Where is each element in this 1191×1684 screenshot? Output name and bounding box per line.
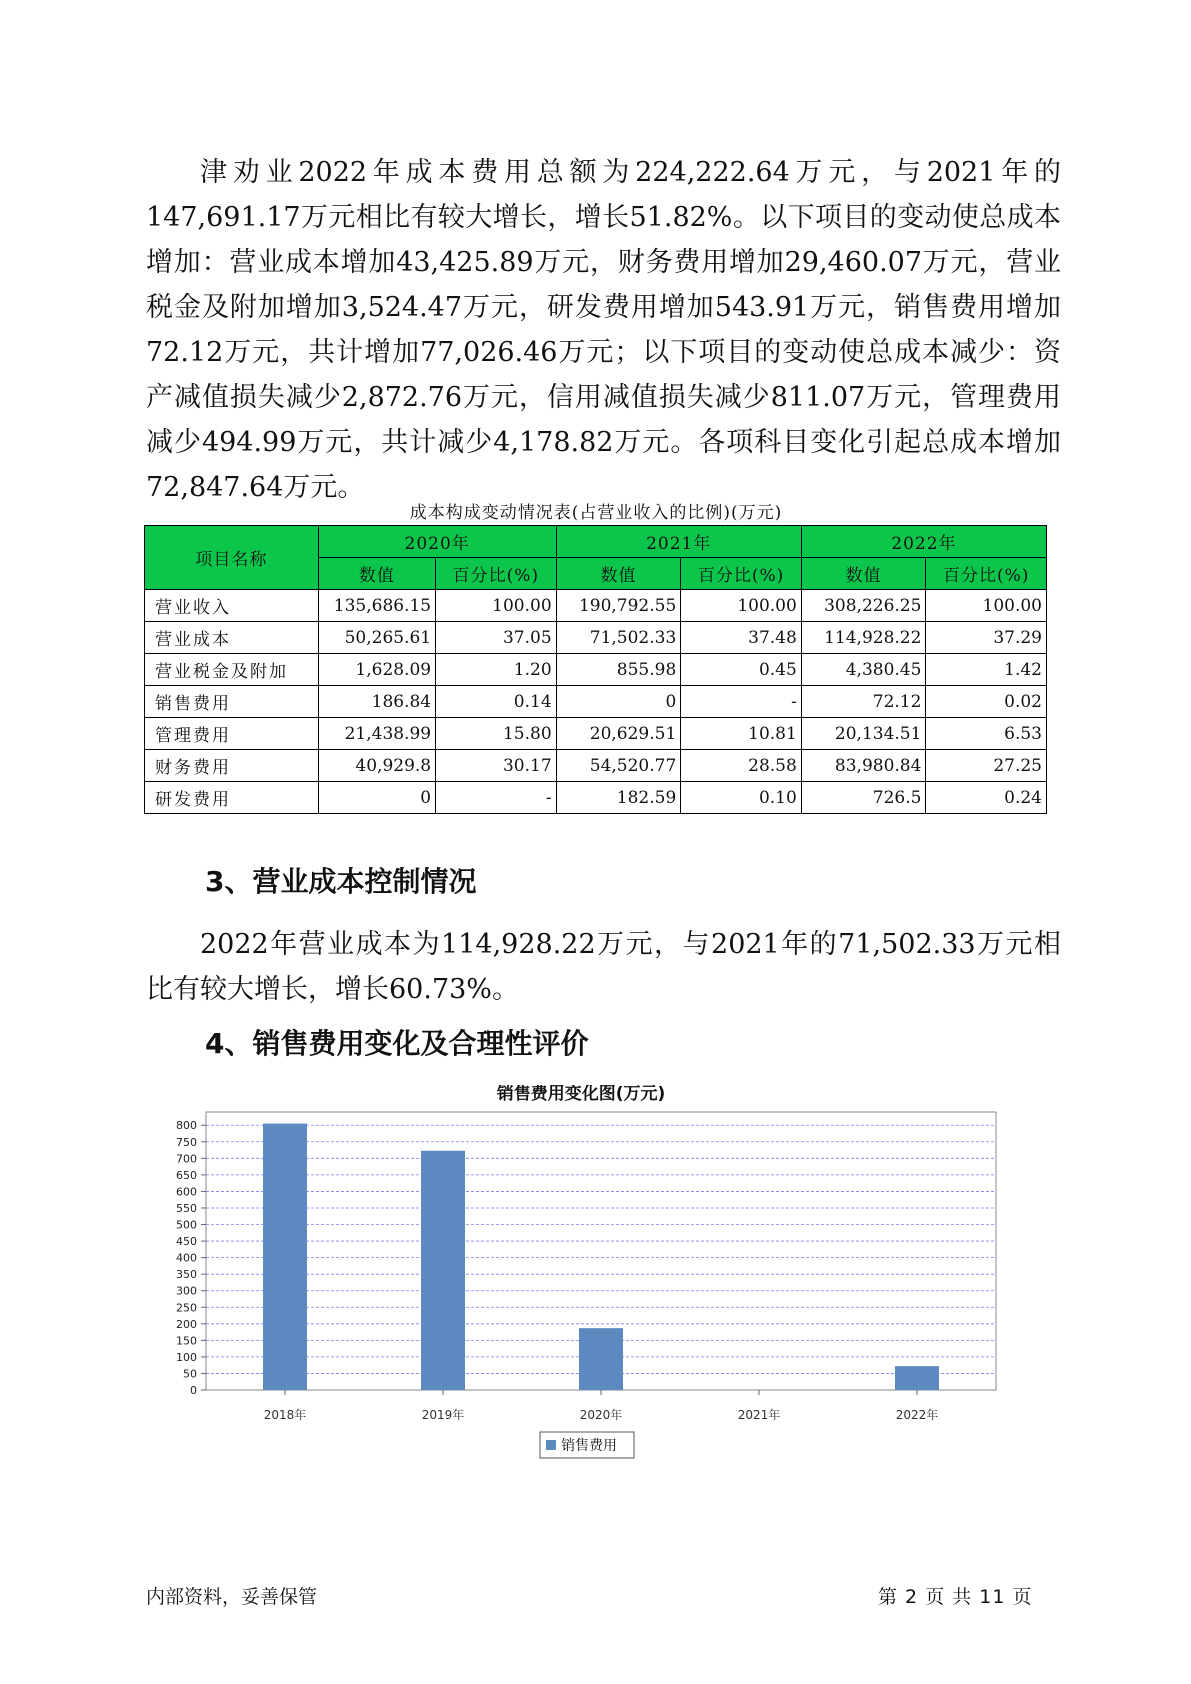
header-year: 2021年: [556, 526, 801, 558]
table-row: [145, 654, 1047, 686]
row-label: 营业成本: [145, 622, 319, 654]
y-tick-label: 50: [183, 1367, 197, 1381]
y-tick-label: 550: [176, 1201, 197, 1215]
table-cell: 726.5: [801, 782, 926, 814]
table-row: [145, 686, 1047, 718]
table-cell: 37.29: [926, 622, 1047, 654]
table-cell: 72.12: [801, 686, 926, 718]
header-year: 2020年: [318, 526, 556, 558]
bar: [895, 1366, 939, 1390]
table-header-row: [145, 526, 1047, 558]
table-cell: 1.42: [926, 654, 1047, 686]
table-caption: 成本构成变动情况表(占营业收入的比例)(万元): [409, 503, 783, 523]
section-heading-4: 4、销售费用变化及合理性评价: [205, 1027, 589, 1060]
footer-page-number: 第 2 页 共 11 页: [878, 1586, 1033, 1608]
table-cell: -: [436, 782, 557, 814]
table-cell: 100.00: [681, 590, 802, 622]
table-row: [145, 622, 1047, 654]
x-tick-label: 2022年: [895, 1408, 939, 1422]
y-tick-label: 150: [176, 1334, 197, 1348]
table-cell: 1,628.09: [318, 654, 435, 686]
y-tick-label: 300: [176, 1284, 197, 1298]
table-cell: 0.10: [681, 782, 802, 814]
table-cell: 4,380.45: [801, 654, 926, 686]
table-cell: 100.00: [926, 590, 1047, 622]
table-cell: 20,629.51: [556, 718, 681, 750]
y-tick-label: 200: [176, 1317, 197, 1331]
table-cell: 37.48: [681, 622, 802, 654]
table-cell: 0.45: [681, 654, 802, 686]
y-tick-label: 450: [176, 1235, 197, 1249]
subheader-value: 数值: [801, 558, 926, 590]
table-cell: 50,265.61: [318, 622, 435, 654]
table-cell: 182.59: [556, 782, 681, 814]
y-tick-label: 600: [176, 1185, 197, 1199]
table-cell: 114,928.22: [801, 622, 926, 654]
bar: [263, 1124, 307, 1390]
table-cell: 0: [318, 782, 435, 814]
cost-summary-paragraph: 津劝业2022年成本费用总额为224,222.64万元，与2021年的147,691.17万元相比有较大增长，增长51.82%。以下项目的变动使总成本增加：营业成本增加43,425.89万元，财务费用增加29,460.07万元，营业税金及附加增加3,524.47万元，研发费用增加543.91万元，销售费用增加72.12万元，共计增加77,026.46万元；以下项目的变动使总成本减少：资产减值损失减少2,872.76万元，信用减值损失减少811.07万元，管理费用减少494.99万元，共计减少4,178.82万元。各项科目变化引起总成本增加72,847.64万元。: [146, 157, 1061, 503]
legend-swatch: [546, 1440, 556, 1450]
table-cell: 0.24: [926, 782, 1047, 814]
table-row: [145, 590, 1047, 622]
y-tick-label: 650: [176, 1168, 197, 1182]
chart-svg: [144, 1085, 1044, 1545]
table-cell: 6.53: [926, 718, 1047, 750]
row-label: 营业税金及附加: [145, 654, 319, 686]
table-cell: 0.02: [926, 686, 1047, 718]
table-cell: 10.81: [681, 718, 802, 750]
y-tick-label: 400: [176, 1251, 197, 1265]
y-tick-label: 0: [190, 1384, 197, 1397]
subheader-percent: 百分比(%): [436, 558, 557, 590]
row-label: 营业收入: [145, 590, 319, 622]
table-cell: 71,502.33: [556, 622, 681, 654]
table-cell: 21,438.99: [318, 718, 435, 750]
x-tick-label: 2020年: [579, 1408, 623, 1422]
table-cell: -: [681, 686, 802, 718]
table-cell: 28.58: [681, 750, 802, 782]
table-cell: 100.00: [436, 590, 557, 622]
bar: [421, 1151, 465, 1390]
table-cell: 20,134.51: [801, 718, 926, 750]
table-cell: 54,520.77: [556, 750, 681, 782]
table-cell: 37.05: [436, 622, 557, 654]
table-cell: 27.25: [926, 750, 1047, 782]
section-heading-3: 3、营业成本控制情况: [205, 865, 477, 898]
x-tick-label: 2019年: [421, 1408, 465, 1422]
header-item-name: 项目名称: [145, 526, 319, 590]
y-tick-label: 750: [176, 1135, 197, 1149]
x-tick-label: 2018年: [263, 1408, 307, 1422]
table-cell: 0: [556, 686, 681, 718]
y-tick-label: 100: [176, 1350, 197, 1364]
table-cell: 30.17: [436, 750, 557, 782]
y-tick-label: 250: [176, 1301, 197, 1315]
subheader-percent: 百分比(%): [926, 558, 1047, 590]
chart-title: 销售费用变化图(万元): [496, 1085, 666, 1104]
operating-cost-paragraph: 2022年营业成本为114,928.22万元，与2021年的71,502.33万元相比有较大增长，增长60.73%。: [146, 929, 1061, 1005]
x-tick-label: 2021年: [737, 1408, 781, 1422]
table-cell: 186.84: [318, 686, 435, 718]
table-cell: 0.14: [436, 686, 557, 718]
table-row: [145, 782, 1047, 814]
table-cell: 308,226.25: [801, 590, 926, 622]
table-cell: 83,980.84: [801, 750, 926, 782]
row-label: 研发费用: [145, 782, 319, 814]
cost-composition-table: [144, 525, 1047, 814]
y-tick-label: 700: [176, 1152, 197, 1166]
table-cell: 15.80: [436, 718, 557, 750]
bar: [579, 1328, 623, 1390]
table-cell: 40,929.8: [318, 750, 435, 782]
legend-label: 销售费用: [561, 1438, 617, 1454]
table-cell: 855.98: [556, 654, 681, 686]
y-tick-label: 800: [176, 1119, 197, 1133]
row-label: 管理费用: [145, 718, 319, 750]
footer-confidential-note: 内部资料，妥善保管: [146, 1586, 318, 1608]
table-row: [145, 718, 1047, 750]
table-cell: 190,792.55: [556, 590, 681, 622]
subheader-value: 数值: [318, 558, 435, 590]
y-tick-label: 350: [176, 1268, 197, 1282]
row-label: 财务费用: [145, 750, 319, 782]
y-tick-label: 500: [176, 1218, 197, 1232]
table-cell: 135,686.15: [318, 590, 435, 622]
table-row: [145, 750, 1047, 782]
header-year: 2022年: [801, 526, 1046, 558]
sales-expense-chart: [144, 1085, 1044, 1545]
row-label: 销售费用: [145, 686, 319, 718]
subheader-percent: 百分比(%): [681, 558, 802, 590]
table-cell: 1.20: [436, 654, 557, 686]
subheader-value: 数值: [556, 558, 681, 590]
